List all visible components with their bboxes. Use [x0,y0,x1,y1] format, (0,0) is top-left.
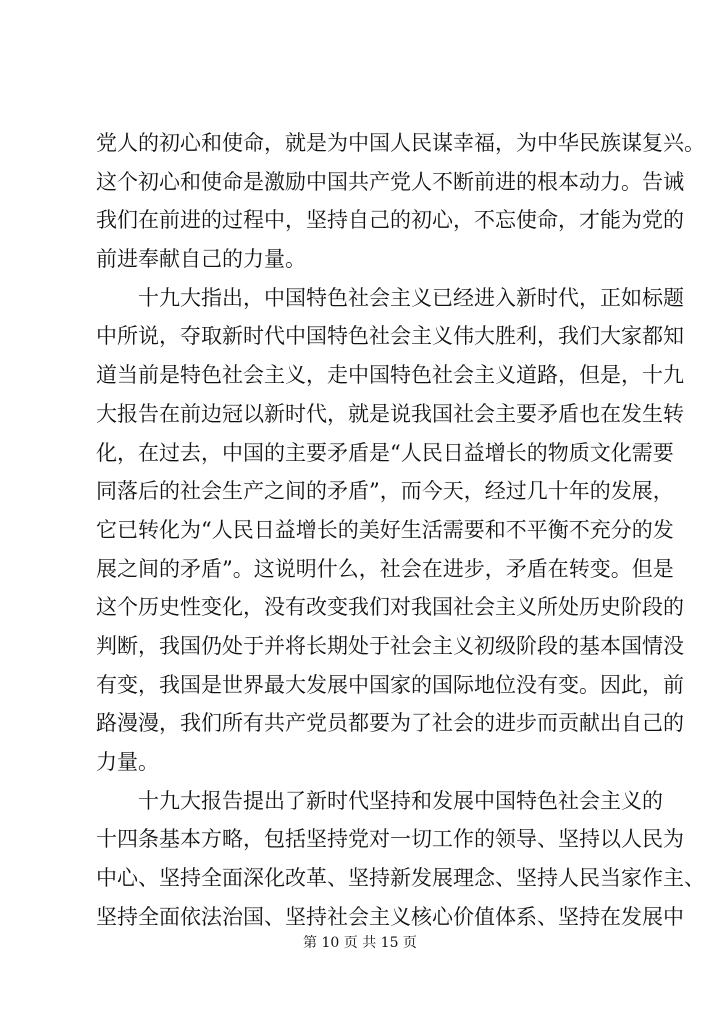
text-line: 十四条基本方略，包括坚持党对一切工作的领导、坚持以人民为 [96,827,684,852]
text-line: 十九大指出，中国特色社会主义已经进入新时代，正如标题 [138,285,684,310]
text-line: 判断，我国仍处于并将长期处于社会主义初级阶段的基本国情没 [96,633,684,658]
text-line: 这个初心和使命是激励中国共产党人不断前进的根本动力。告诫 [96,169,684,194]
text-line: 化，在过去，中国的主要矛盾是“人民日益增长的物质文化需要 [96,440,674,465]
text-line: 路漫漫，我们所有共产党员都要为了社会的进步而贡献出自己的 [96,711,684,736]
body-text [96,124,705,936]
text-line: 有变，我国是世界最大发展中国家的国际地位没有变。因此，前 [96,672,684,697]
text-line: 道当前是特色社会主义，走中国特色社会主义道路，但是，十九 [96,363,684,388]
text-line: 十九大报告提出了新时代坚持和发展中国特色社会主义的 [138,788,663,813]
text-line: 这个历史性变化，没有改变我们对我国社会主义所处历史阶段的 [96,595,684,620]
text-line: 它已转化为“人民日益增长的美好生活需要和不平衡不充分的发 [96,517,674,542]
page-number-footer: 第 10 页 共 15 页 [303,935,417,951]
text-line: 我们在前进的过程中，坚持自己的初心，不忘使命，才能为党的 [96,208,684,233]
text-line: 中心、坚持全面深化改革、坚持新发展理念、坚持人民当家作主、 [96,866,705,891]
paragraph-2 [96,279,684,782]
paragraph-3 [96,782,705,937]
text-line: 展之间的矛盾”。这说明什么，社会在进步，矛盾在转变。但是 [96,556,674,581]
paragraph-1 [96,124,705,279]
text-line: 坚持全面依法治国、坚持社会主义核心价值体系、坚持在发展中 [96,904,684,929]
text-line: 前进奉献自己的力量。 [96,247,306,272]
text-line: 力量。 [96,750,159,774]
text-line: 中所说，夺取新时代中国特色社会主义伟大胜利，我们大家都知 [96,324,684,349]
text-line: 党人的初心和使命，就是为中国人民谋幸福，为中华民族谋复兴。 [96,131,705,155]
text-line: 同落后的社会生产之间的矛盾”，而今天，经过几十年的发展， [96,479,674,504]
text-line: 大报告在前边冠以新时代，就是说我国社会主要矛盾也在发生转 [96,401,684,426]
